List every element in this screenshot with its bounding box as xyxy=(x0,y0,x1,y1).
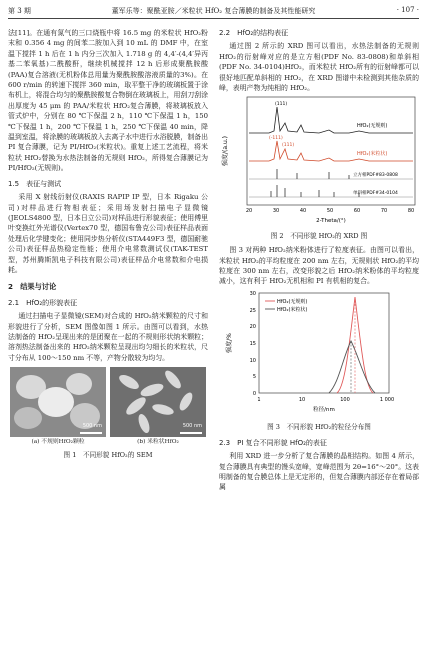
paragraph-sem: 通过扫描电子显微镜(SEM)对合成的 HfO₂纳米颗粒的尺寸和形貌进行了分析，SEM 图像如图 1 所示。由图可以看到，水热法制备的 HfO₂呈现出来的是团聚在一起的不规则形状纳米颗粒；溶剂热法制备出来的 HfO₂纳米颗粒呈现出均匀细长的米粒状，尺寸分布从 100～150 nm 不等，产物分散较为均匀。 xyxy=(8,312,208,362)
xrd-line-irregular xyxy=(249,107,413,133)
page-number: · 107 · xyxy=(396,6,419,14)
psd-ytick: 15 xyxy=(249,340,256,347)
paragraph-xrd: 通过图 2 所示的 XRD 图可以看出，水热法制备的无规则 HfO₂的衍射峰对应的是立方相(PDF No. 83-0808)和单斜相(PDF No. 34-0104)HfO₂，而米粒状 HfO₂所有的衍射峰都可以很好地匹配单斜相的 HfO₂，在 XRD 图谱中未检测到其他杂质的峰，表明产物为纯相的 HfO₂。 xyxy=(219,42,419,93)
xrd-xtick: 70 xyxy=(380,208,388,215)
paragraph-characterization: 采用 X 射线衍射仪(RAXIS RAPIP IP 型，日本 Rigaku 公司)对样品进行物相表征；采用场发射扫描电子显微镜(JEOLS4800 型，日本日立公司)对样品进行形貌表征；使用傅里叶变换红外光谱仪(Vertex70 型，德国布鲁克公司)表征样品表面处理后化学键变化；使用同步热分析仪(STA449F3 型，德国耐驰公司)表征样品热稳定性能；使用介电常数测试仪(TAK-TEST 型，苏州腾斯凯电子科技有限公司)表征样品介电常数和介电损耗。 xyxy=(8,193,208,274)
psd-xtick: 100 xyxy=(340,396,350,403)
figure-1 xyxy=(8,367,208,460)
section-2-2-heading: 2.2 HfO₂的结构表征 xyxy=(219,29,289,37)
scale-bar-label: 500 nm xyxy=(182,422,202,429)
peak-label-2: (-111) xyxy=(269,136,283,142)
paragraph-composite: 利用 XRD 进一步分析了复合薄膜的晶相结构。如图 4 所示，复合薄膜具有典型的馒头宽峰，宽峰范围为 2θ=16°～20°。这表明制备的复合膜总体上是无定形的，但复合薄膜内部还存在着局部属 xyxy=(219,452,419,492)
figure-2 xyxy=(219,93,419,241)
xrd-xtick: 20 xyxy=(245,208,253,215)
figure-1-caption: 图 1 不同形貌 HfO₂的 SEM xyxy=(63,450,153,459)
psd-chart xyxy=(219,287,419,417)
sem-image-rice-shaped xyxy=(110,367,206,437)
psd-legend-irregular: HfO₂(无规则) xyxy=(277,298,308,305)
sem-caption-a: (a) 不规则HfO₂颗粒 xyxy=(31,439,85,446)
series-label-rice: HfO₂(米粒状) xyxy=(357,151,388,158)
ref-label-cubic: 立方相PDF#83-0808 xyxy=(353,173,398,179)
psd-xtick: 10 xyxy=(298,396,306,403)
psd-ytick: 10 xyxy=(249,357,256,364)
psd-ylabel: 强度/% xyxy=(226,333,233,353)
peak-label-1: (111) xyxy=(275,102,288,108)
psd-ytick: 25 xyxy=(249,307,256,314)
psd-ytick: 5 xyxy=(252,373,256,380)
page-header xyxy=(8,6,419,19)
xrd-chart xyxy=(219,93,419,225)
left-column xyxy=(8,28,208,460)
xrd-xtick: 40 xyxy=(299,208,307,215)
section-1-5-heading: 1.5 表征与测试 xyxy=(8,179,62,188)
psd-xtick: 1 000 xyxy=(379,396,395,403)
section-2-3-heading: 2.3 PI 复合不同形貌 HfO₂的表征 xyxy=(219,438,327,447)
psd-xtick: 1 xyxy=(257,396,261,403)
section-2-1-heading: 2.1 HfO₂的形貌表征 xyxy=(8,298,78,307)
scale-bar-label: 500 nm xyxy=(82,422,102,429)
xrd-line-rice xyxy=(249,141,413,161)
psd-legend xyxy=(265,298,307,313)
figure-3-caption: 图 3 不同形貌 HfO₂的粒径分布图 xyxy=(267,423,371,432)
psd-ytick: 20 xyxy=(249,323,256,330)
peak-label-3: (111) xyxy=(282,143,295,149)
sem-image-irregular xyxy=(10,367,106,437)
ref-sticks-cubic xyxy=(277,169,349,179)
xrd-xtick: 80 xyxy=(407,208,415,215)
xrd-xlabel: 2-Theta/(°) xyxy=(316,218,346,225)
psd-legend-rice: HfO₂(米粒状) xyxy=(277,306,308,313)
right-column xyxy=(219,28,419,493)
xrd-xtick: 60 xyxy=(353,208,361,215)
psd-xlabel: 粒径/nm xyxy=(313,406,335,413)
xrd-xtick: 50 xyxy=(326,208,334,215)
figure-2-caption: 图 2 不同形貌 HfO₂的 XRD 图 xyxy=(270,231,368,240)
xrd-xtick: 30 xyxy=(272,208,280,215)
paragraph-method: 法[11]。在通有氮气的三口烧瓶中将 16.5 mg 的米粒状 HfO₂粉末和 0.356 4 mg 的间苯二胺加入到 10 mL 的 DMF 中，在室温下搅拌 1 h 后在 1 h 内分三次加入 1.718 g 的 4,4′-(4,4′异丙基二苯氧基)二酰酸酐，继续机械搅拌 12 h 后形成聚酰胺酸(PAA)复合溶液(无机粉体总用量为聚酰胺酸溶液质量的3%)。在 600 r/min 的转速下搅拌 360 min，取平整干净的玻璃板置于涂布机上，将混合均匀的聚酰胺酸复合物倒在玻璃板上，用刮刀刮涂出厚度为 45 μm 的 PAA/米粒状 HfO₂复合薄膜，将玻璃板放入管式炉中，分别在 80 ℃下保温 2 h，110 ℃下保温 1 h，150 ℃下保温 1 h，200 ℃下保温 1 h，250 ℃下保温 40 min，降温到室温，将涂膜的玻璃板放入去离子水中进行水浴脱膜，制备出 PI 复合薄膜，记为 PI/HfO₂(米粒状)。重复上述工艺流程，将米粒状 HfO₂替换为水热法制备的无规则 HfO₂，所得复合薄膜记为 PI/HfO₂(无规则)。 xyxy=(8,29,208,173)
series-label-irregular: HfO₂(无规则) xyxy=(357,123,388,130)
sem-caption-b: (b) 米粒状HfO₂ xyxy=(137,439,179,446)
figure-3 xyxy=(219,287,419,433)
section-2-heading: 2 结果与讨论 xyxy=(8,282,57,292)
ref-label-monoclinic: 单斜相PDF#34-0104 xyxy=(353,191,398,197)
ref-sticks-monoclinic xyxy=(271,185,359,197)
paragraph-particle-size: 图 3 对两种 HfO₂纳米粉体进行了粒度表征。由图可以看出，米粒状 HfO₂的平均粒度在 200 nm 左右，无规则状 HfO₂的平均粒度在 300 nm 左右，改变形貌之后 HfO₂纳米粉体的平均粒度减小，这有利于 HfO₂无机相和 PI 有机相的复合。 xyxy=(219,246,419,286)
xrd-ylabel: 强度/(a.u.) xyxy=(222,136,229,167)
issue-number: 第 3 期 xyxy=(8,7,31,15)
psd-curve-rice xyxy=(329,341,375,393)
running-title: 董军乐等：聚酰亚胺／米粒状 HfO₂ 复合薄膜的制备及其性能研究 xyxy=(111,7,316,15)
psd-ytick: 0 xyxy=(252,390,256,397)
psd-ytick: 30 xyxy=(249,290,256,297)
